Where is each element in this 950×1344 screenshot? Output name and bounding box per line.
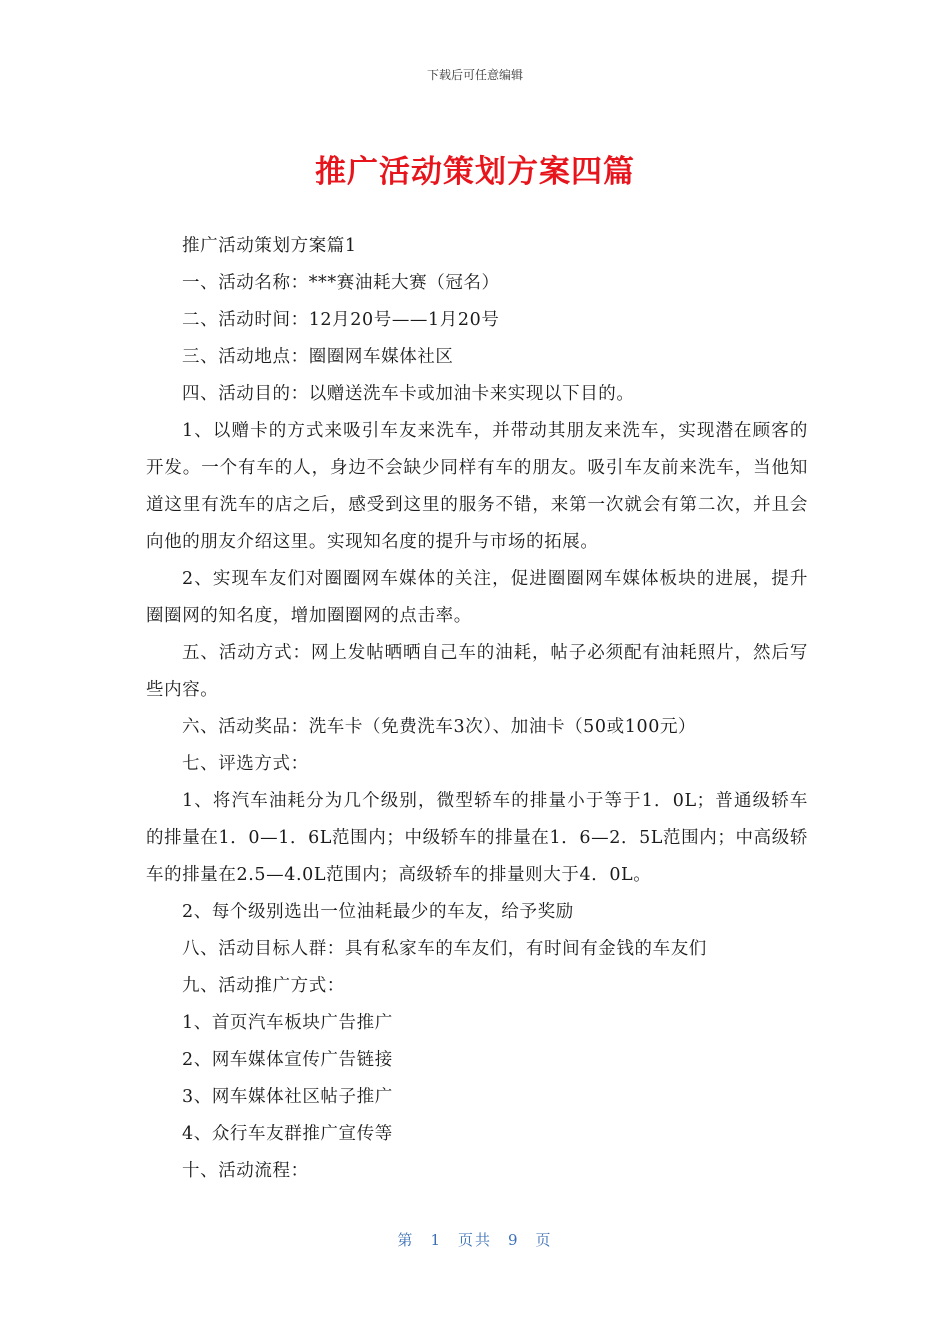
footer-page-number: 1 <box>430 1231 442 1249</box>
footer-suffix: 页 <box>535 1231 553 1249</box>
paragraph: 九、活动推广方式： <box>182 976 345 996</box>
footer-prefix: 第 <box>397 1231 415 1249</box>
footer-total-pages: 9 <box>508 1231 520 1249</box>
paragraph: 2、网车媒体宣传广告链接 <box>182 1050 393 1070</box>
paragraph: 1、以赠卡的方式来吸引车友来洗车，并带动其朋友来洗车，实现潜在顾客的开发。一个有车的人，身边不会缺少同样有车的朋友。吸引车友前来洗车，当他知道这里有洗车的店之后，感受到这里的服务不错，来第一次就会有第二次，并且会向他的朋友介绍这里。实现知名度的提升与市场的拓展。 <box>146 421 808 552</box>
paragraph: 二、活动时间：12月20号——1月20号 <box>182 310 500 330</box>
paragraph: 1、首页汽车板块广告推广 <box>182 1013 393 1033</box>
document-title: 推广活动策划方案四篇 <box>315 154 635 190</box>
header-note: 下载后可任意编辑 <box>426 68 523 82</box>
paragraph: 五、活动方式：网上发帖晒晒自己车的油耗，帖子必须配有油耗照片，然后写些内容。 <box>146 643 808 700</box>
paragraph: 1、将汽车油耗分为几个级别，微型轿车的排量小于等于1．0L；普通级轿车的排量在1．0—1．6L范围内；中级轿车的排量在1．6—2．5L范围内；中高级轿车的排量在2.5—4.0L范围内；高级轿车的排量则大于4．0L。 <box>146 791 808 885</box>
paragraph: 推广活动策划方案篇1 <box>182 236 357 256</box>
paragraph: 一、活动名称：***赛油耗大赛（冠名） <box>182 273 500 293</box>
page-footer <box>0 1229 950 1250</box>
paragraph: 六、活动奖品：洗车卡（免费洗车3次）、加油卡（50或100元） <box>182 717 697 737</box>
paragraph: 四、活动目的：以赠送洗车卡或加油卡来实现以下目的。 <box>182 384 635 404</box>
paragraph: 2、实现车友们对圈圈网车媒体的关注，促进圈圈网车媒体板块的进展，提升圈圈网的知名度，增加圈圈网的点击率。 <box>146 569 808 626</box>
paragraph: 十、活动流程： <box>182 1161 309 1181</box>
paragraph: 4、众行车友群推广宣传等 <box>182 1124 393 1144</box>
paragraph: 3、网车媒体社区帖子推广 <box>182 1087 393 1107</box>
document-body <box>146 228 808 1190</box>
paragraph: 三、活动地点：圈圈网车媒体社区 <box>182 347 454 367</box>
paragraph: 2、每个级别选出一位油耗最少的车友，给予奖励 <box>182 902 574 922</box>
paragraph: 八、活动目标人群：具有私家车的车友们，有时间有金钱的车友们 <box>182 939 707 959</box>
paragraph: 七、评选方式： <box>182 754 309 774</box>
footer-middle: 页共 <box>457 1231 492 1249</box>
